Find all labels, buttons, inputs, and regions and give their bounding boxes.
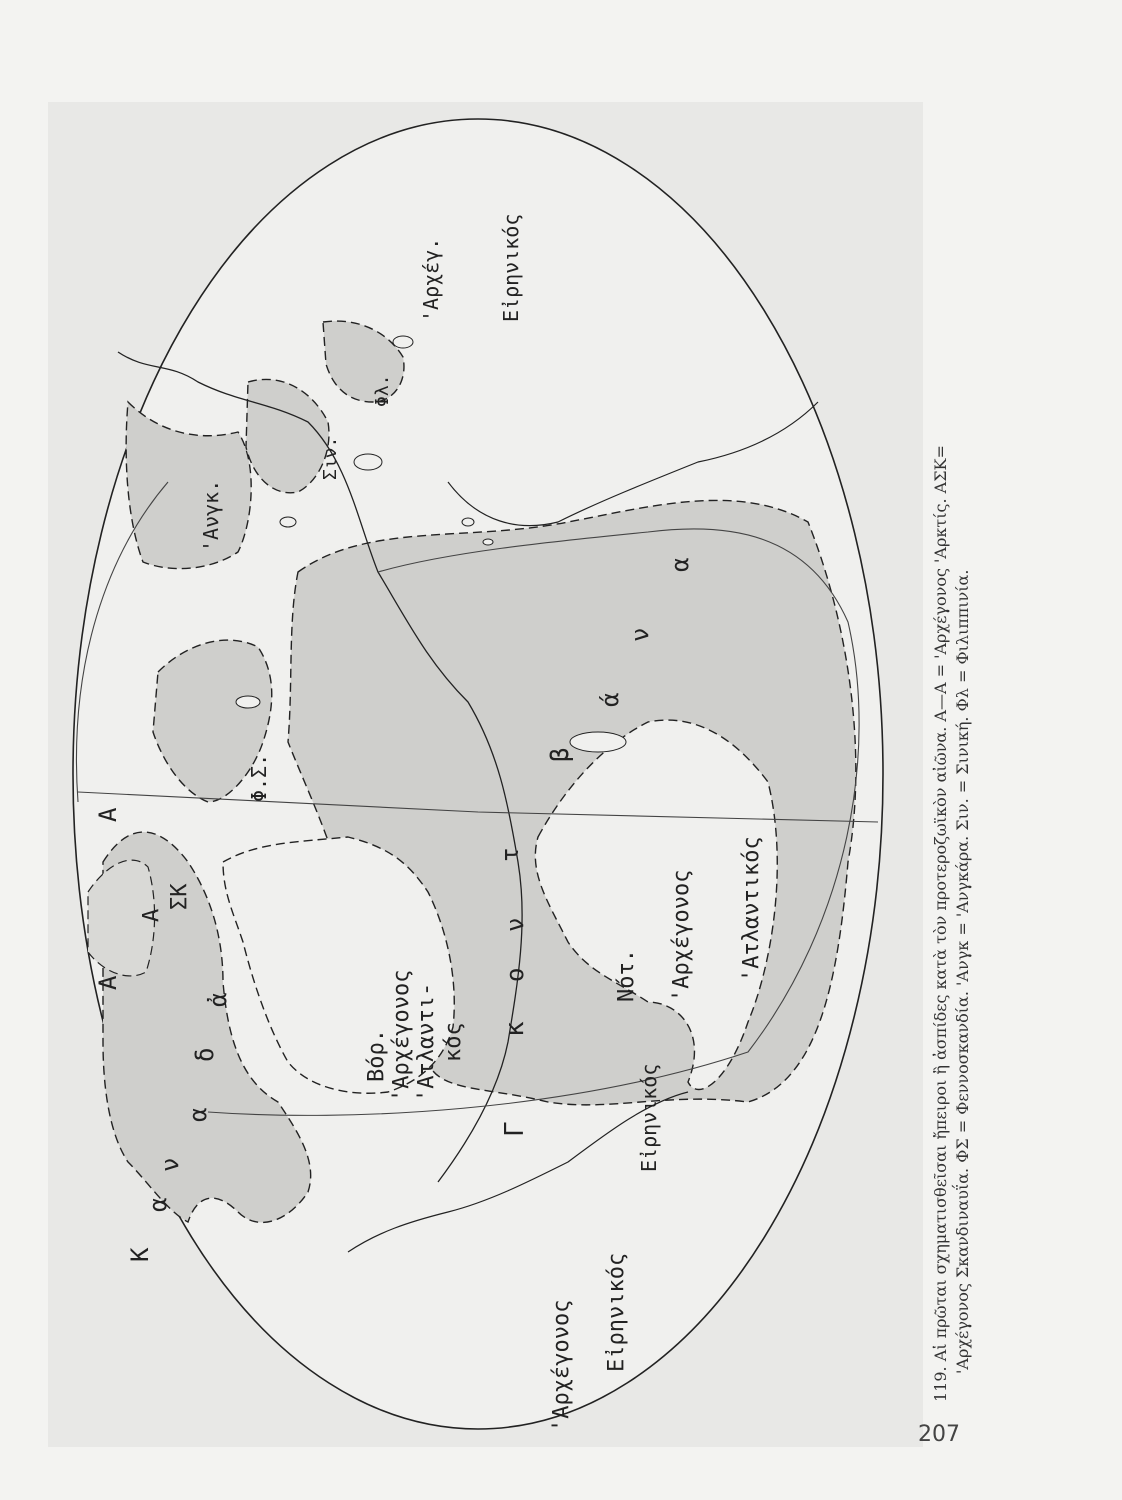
- label-kanada-1: Κ: [126, 1247, 154, 1262]
- label-gondwana-7: ά: [596, 692, 624, 707]
- label-arctis-a2: Α: [94, 807, 122, 822]
- label-fennoscandia: Φ.Σ.: [247, 753, 271, 802]
- caption-line-1: 119. Αἱ πρῶται σχηματισθεῖσαι ἤπειροι ἢ ἀσπίδες κατὰ τὸν προτεροζωϊκὸν αἰῶνα. Α—Α = 'Αρχέγονος 'Αρκτίς. ΑΣΚ=: [931, 445, 950, 1402]
- label-gondwana-3: ο: [501, 967, 529, 982]
- map-plate: [48, 102, 923, 1447]
- label-kanada-2: α: [144, 1197, 172, 1212]
- label-gondwana-9: α: [666, 557, 694, 572]
- label-north-atlantic-2: 'Αρχέγονος: [389, 969, 414, 1102]
- figure-caption: [930, 102, 980, 1402]
- label-kanada-6: ἀ: [204, 992, 232, 1007]
- label-ask: ΣΚ: [167, 883, 192, 910]
- label-angara: 'Ανγκ.: [199, 479, 223, 552]
- label-gondwana-2: κ: [500, 1021, 530, 1037]
- label-arch-pacific-left-2: Εἰρηνικός: [604, 1252, 629, 1372]
- label-north-atlantic-3: 'Ατλαντι-: [414, 982, 439, 1102]
- label-south-atlantic-2: 'Αρχέγονος: [669, 869, 694, 1002]
- label-south-atlantic-1: Νότ.: [614, 949, 639, 1002]
- label-north-atlantic-4: κός: [441, 1022, 466, 1062]
- label-gondwana-6: β: [546, 747, 574, 762]
- label-kanada-4: α: [184, 1107, 212, 1122]
- label-gondwana-4: ν: [501, 917, 529, 932]
- label-gondwana-5: τ: [496, 847, 524, 862]
- label-kanada-3: ν: [156, 1157, 184, 1172]
- label-arch-pacific-left-1: 'Αρχέγονος: [549, 1299, 574, 1432]
- label-kanada-5: δ: [191, 1047, 219, 1062]
- label-gondwana-8: ν: [626, 627, 654, 642]
- label-arctis-a3: Α: [139, 908, 164, 922]
- caption-line-2: 'Αρχέγονος Σκανδιναυΐα. ΦΣ = Φεννοσκανδία. 'Ανγκ = 'Ανγκάρα. Σιν. = Σινική. Φλ = Φιλιππινία.: [953, 569, 972, 1374]
- label-north-atlantic-1: Βόρ.: [364, 1029, 389, 1082]
- label-arctis-a1: Α: [94, 975, 122, 990]
- label-philippinia: Φλ.: [372, 374, 393, 407]
- label-arch-pacific-top-1: 'Αρχέγ.: [419, 237, 443, 322]
- label-sinica: Σιν.: [320, 436, 341, 480]
- page-number: 207: [918, 1422, 960, 1447]
- label-arch-pacific-top-2: Εἰρηνικός: [499, 213, 523, 322]
- paleogeographic-world-map: [48, 102, 923, 1447]
- label-pacific-mid: Εἰρηνικός: [637, 1063, 661, 1172]
- label-south-atlantic-3: 'Ατλαντικός: [739, 836, 764, 982]
- label-gondwana-1: Γ: [500, 1121, 530, 1137]
